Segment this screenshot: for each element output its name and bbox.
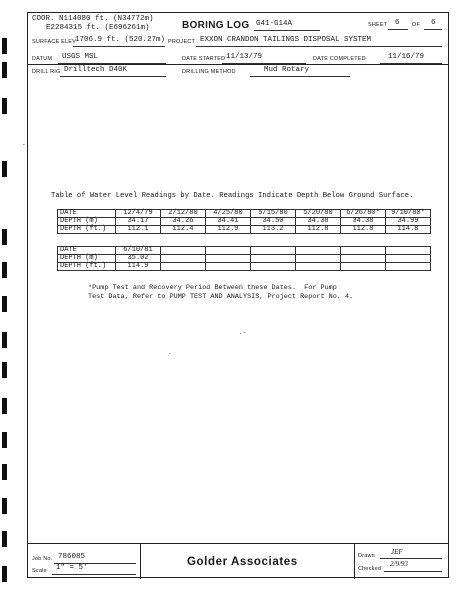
table-cell: 34.26: [161, 218, 206, 226]
table-cell: [251, 255, 296, 263]
row-header-depth-m: DEPTH (m): [58, 255, 116, 263]
binding-mark: [2, 38, 7, 54]
binding-mark: [2, 566, 7, 582]
table-caption: Table of Water Level Readings by Date. Readings Indicate Depth Below Ground Surface.: [51, 192, 414, 200]
table-cell: 6/10/81: [116, 247, 161, 255]
table-cell: [161, 263, 206, 271]
table-cell: 112.1: [116, 226, 161, 234]
date-completed-value: 11/16/79: [388, 53, 425, 61]
checked-date: 2/9/93: [390, 560, 408, 568]
table-cell: 34.99: [386, 218, 431, 226]
table-cell: [386, 263, 431, 271]
table-cell: [296, 263, 341, 271]
drill-rig-value: Drilltech D40K: [64, 66, 128, 74]
water-level-table-2: [57, 246, 431, 271]
stray-mark: -: [22, 141, 26, 148]
binding-mark: [2, 498, 7, 514]
table-cell: 113.2: [251, 226, 296, 234]
datum-value: USGS MSL: [62, 53, 99, 61]
binding-mark: [2, 229, 7, 245]
table-row: [58, 255, 431, 263]
table-cell: 114.8: [386, 226, 431, 234]
drawn-label: Drawn: [358, 553, 375, 559]
table-cell: [296, 247, 341, 255]
binding-mark: [2, 464, 7, 480]
table-cell: [206, 263, 251, 271]
project-value: EXXON CRANDON TAILINGS DISPOSAL SYSTEM: [200, 36, 372, 44]
table-cell: 9/10/80*: [386, 210, 431, 218]
date-completed-label: DATE COMPLETED: [313, 56, 366, 62]
table-cell: 34.50: [251, 218, 296, 226]
table-cell: 12/4/79: [116, 210, 161, 218]
binding-mark: [2, 362, 7, 378]
table-cell: [206, 255, 251, 263]
table-cell: 112.8: [341, 226, 386, 234]
row-header-date: DATE: [58, 247, 116, 255]
date-started-label: DATE STARTED: [182, 56, 226, 62]
boring-log-sheet: [22, 12, 449, 578]
binding-mark: [2, 262, 7, 278]
binding-mark: [2, 432, 7, 448]
stray-mark: .-: [239, 329, 247, 336]
table-cell: 114.9: [116, 263, 161, 271]
surface-elev-label: SURFACE ELEV: [32, 39, 76, 45]
table-cell: [341, 263, 386, 271]
surface-elev-value: 1706.9 ft. (520.27m): [75, 36, 166, 44]
table-row: [58, 226, 431, 234]
table-cell: 2/12/80: [161, 210, 206, 218]
table-cell: 34.41: [206, 218, 251, 226]
sheet-label: SHEET: [368, 22, 388, 28]
sheet-number: 6: [395, 19, 400, 27]
pump-test-note: *Pump Test and Recovery Period Between these Dates. For Pump Test Data, Refer to PUMP TEST AND ANALYSIS, Project Report No. 4.: [88, 284, 354, 301]
row-header-depth-ft: DEPTH (ft.): [58, 263, 116, 271]
scale-value: 1" = 5': [56, 564, 88, 572]
scale-label: Scale: [32, 568, 47, 574]
table-cell: [161, 255, 206, 263]
table-cell: 4/25/80: [206, 210, 251, 218]
row-header-depth-ft: DEPTH (ft.): [58, 226, 116, 234]
table-cell: 112.4: [161, 226, 206, 234]
table-cell: 112.9: [206, 226, 251, 234]
binding-mark: [2, 161, 7, 177]
binding-mark: [2, 296, 7, 312]
table-cell: 5/20/80: [296, 210, 341, 218]
table-row: [58, 247, 431, 255]
table-cell: 35.02: [116, 255, 161, 263]
binding-mark: [2, 531, 7, 547]
header-block: [28, 13, 448, 65]
table-cell: 112.8: [296, 226, 341, 234]
table-cell: [341, 247, 386, 255]
binding-mark: [2, 332, 7, 348]
table-cell: [341, 255, 386, 263]
title-block: [28, 543, 448, 578]
company-name: Golder Associates: [187, 556, 298, 568]
checked-label: Checked: [358, 566, 382, 572]
table-row: [58, 210, 431, 218]
job-no-value: 786085: [58, 553, 86, 561]
datum-label: DATUM: [32, 56, 53, 62]
document-title: BORING LOG: [182, 20, 250, 31]
binding-mark: [2, 62, 7, 78]
drill-rig-label: DRILL RIG: [32, 69, 61, 75]
table-cell: 5/15/80: [251, 210, 296, 218]
table-cell: [206, 247, 251, 255]
binding-mark: [2, 398, 7, 414]
table-cell: [296, 255, 341, 263]
table-row: [58, 263, 431, 271]
table-cell: 34.17: [116, 218, 161, 226]
water-level-table-1: [57, 209, 431, 234]
project-label: PROJECT: [168, 39, 196, 45]
drilling-method-value: Mud Rotary: [264, 66, 310, 74]
row-header-depth-m: DEPTH (m): [58, 218, 116, 226]
table-cell: 34.38: [341, 218, 386, 226]
date-started-value: 11/13/79: [226, 53, 263, 61]
table-cell: [161, 247, 206, 255]
coordinates-east: E2284315 ft. (E696261m): [46, 24, 150, 32]
table-cell: [251, 247, 296, 255]
job-no-label: Job No.: [32, 556, 53, 562]
row-header-date: DATE: [58, 210, 116, 218]
table-cell: 34.38: [296, 218, 341, 226]
table-cell: [251, 263, 296, 271]
sheet-of-label: OF: [412, 22, 421, 28]
table-row: [58, 218, 431, 226]
sheet-total: 6: [431, 19, 436, 27]
stray-mark: .: [168, 349, 172, 356]
table-cell: 6/26/80*: [341, 210, 386, 218]
binding-mark: [2, 98, 7, 114]
table-cell: [386, 247, 431, 255]
drawn-initials: JEF: [391, 548, 403, 556]
drilling-method-label: DRILLING METHOD: [182, 69, 236, 75]
boring-id: G41-G14A: [256, 20, 293, 28]
table-cell: [386, 255, 431, 263]
coordinates-north: COOR. N114080 ft. (N34772m): [32, 15, 154, 23]
